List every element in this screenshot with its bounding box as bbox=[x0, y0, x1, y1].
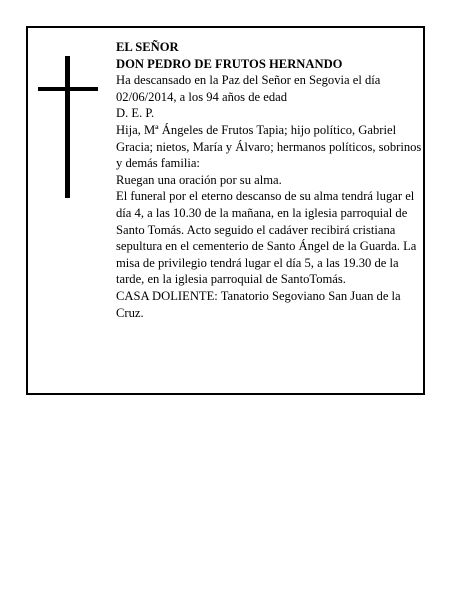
cross-vertical-bar bbox=[65, 56, 70, 198]
casa-doliente: CASA DOLIENTE: Tanatorio Segoviano San Juan de la Cruz. bbox=[116, 288, 401, 320]
dep-line: D. E. P. bbox=[116, 106, 155, 121]
prayer-request: Ruegan una oración por su alma. bbox=[116, 172, 282, 187]
funeral-details: El funeral por el eterno descanso de su alma tendrá lugar el día 4, a las 10.30 de la mañana, en la iglesia parroquial de Santo Tomás. Acto seguido el cadáver recibirá cristiana sepultura en el cementerio de Santo Ángel de la Guarda. La misa de privilegio tendrá lugar el día 5, a las 19.30 de la tarde, en la iglesia parroquial de SantoTomás. bbox=[116, 189, 417, 287]
death-announcement: Ha descansado en la Paz del Señor en Segovia el día 02/06/2014, a los 94 años de edad bbox=[116, 73, 381, 104]
notice-text bbox=[116, 39, 424, 321]
obituary-notice bbox=[26, 26, 425, 395]
latin-cross-icon bbox=[38, 56, 98, 198]
deceased-name: DON PEDRO DE FRUTOS HERNANDO bbox=[116, 56, 343, 71]
cross-horizontal-bar bbox=[38, 87, 98, 91]
family-list: Hija, Mª Ángeles de Frutos Tapia; hijo político, Gabriel Gracia; nietos, María y Álvaro; hermanos políticos, sobrinos y demás familia: bbox=[116, 122, 422, 171]
heading-title: EL SEÑOR bbox=[116, 40, 179, 54]
